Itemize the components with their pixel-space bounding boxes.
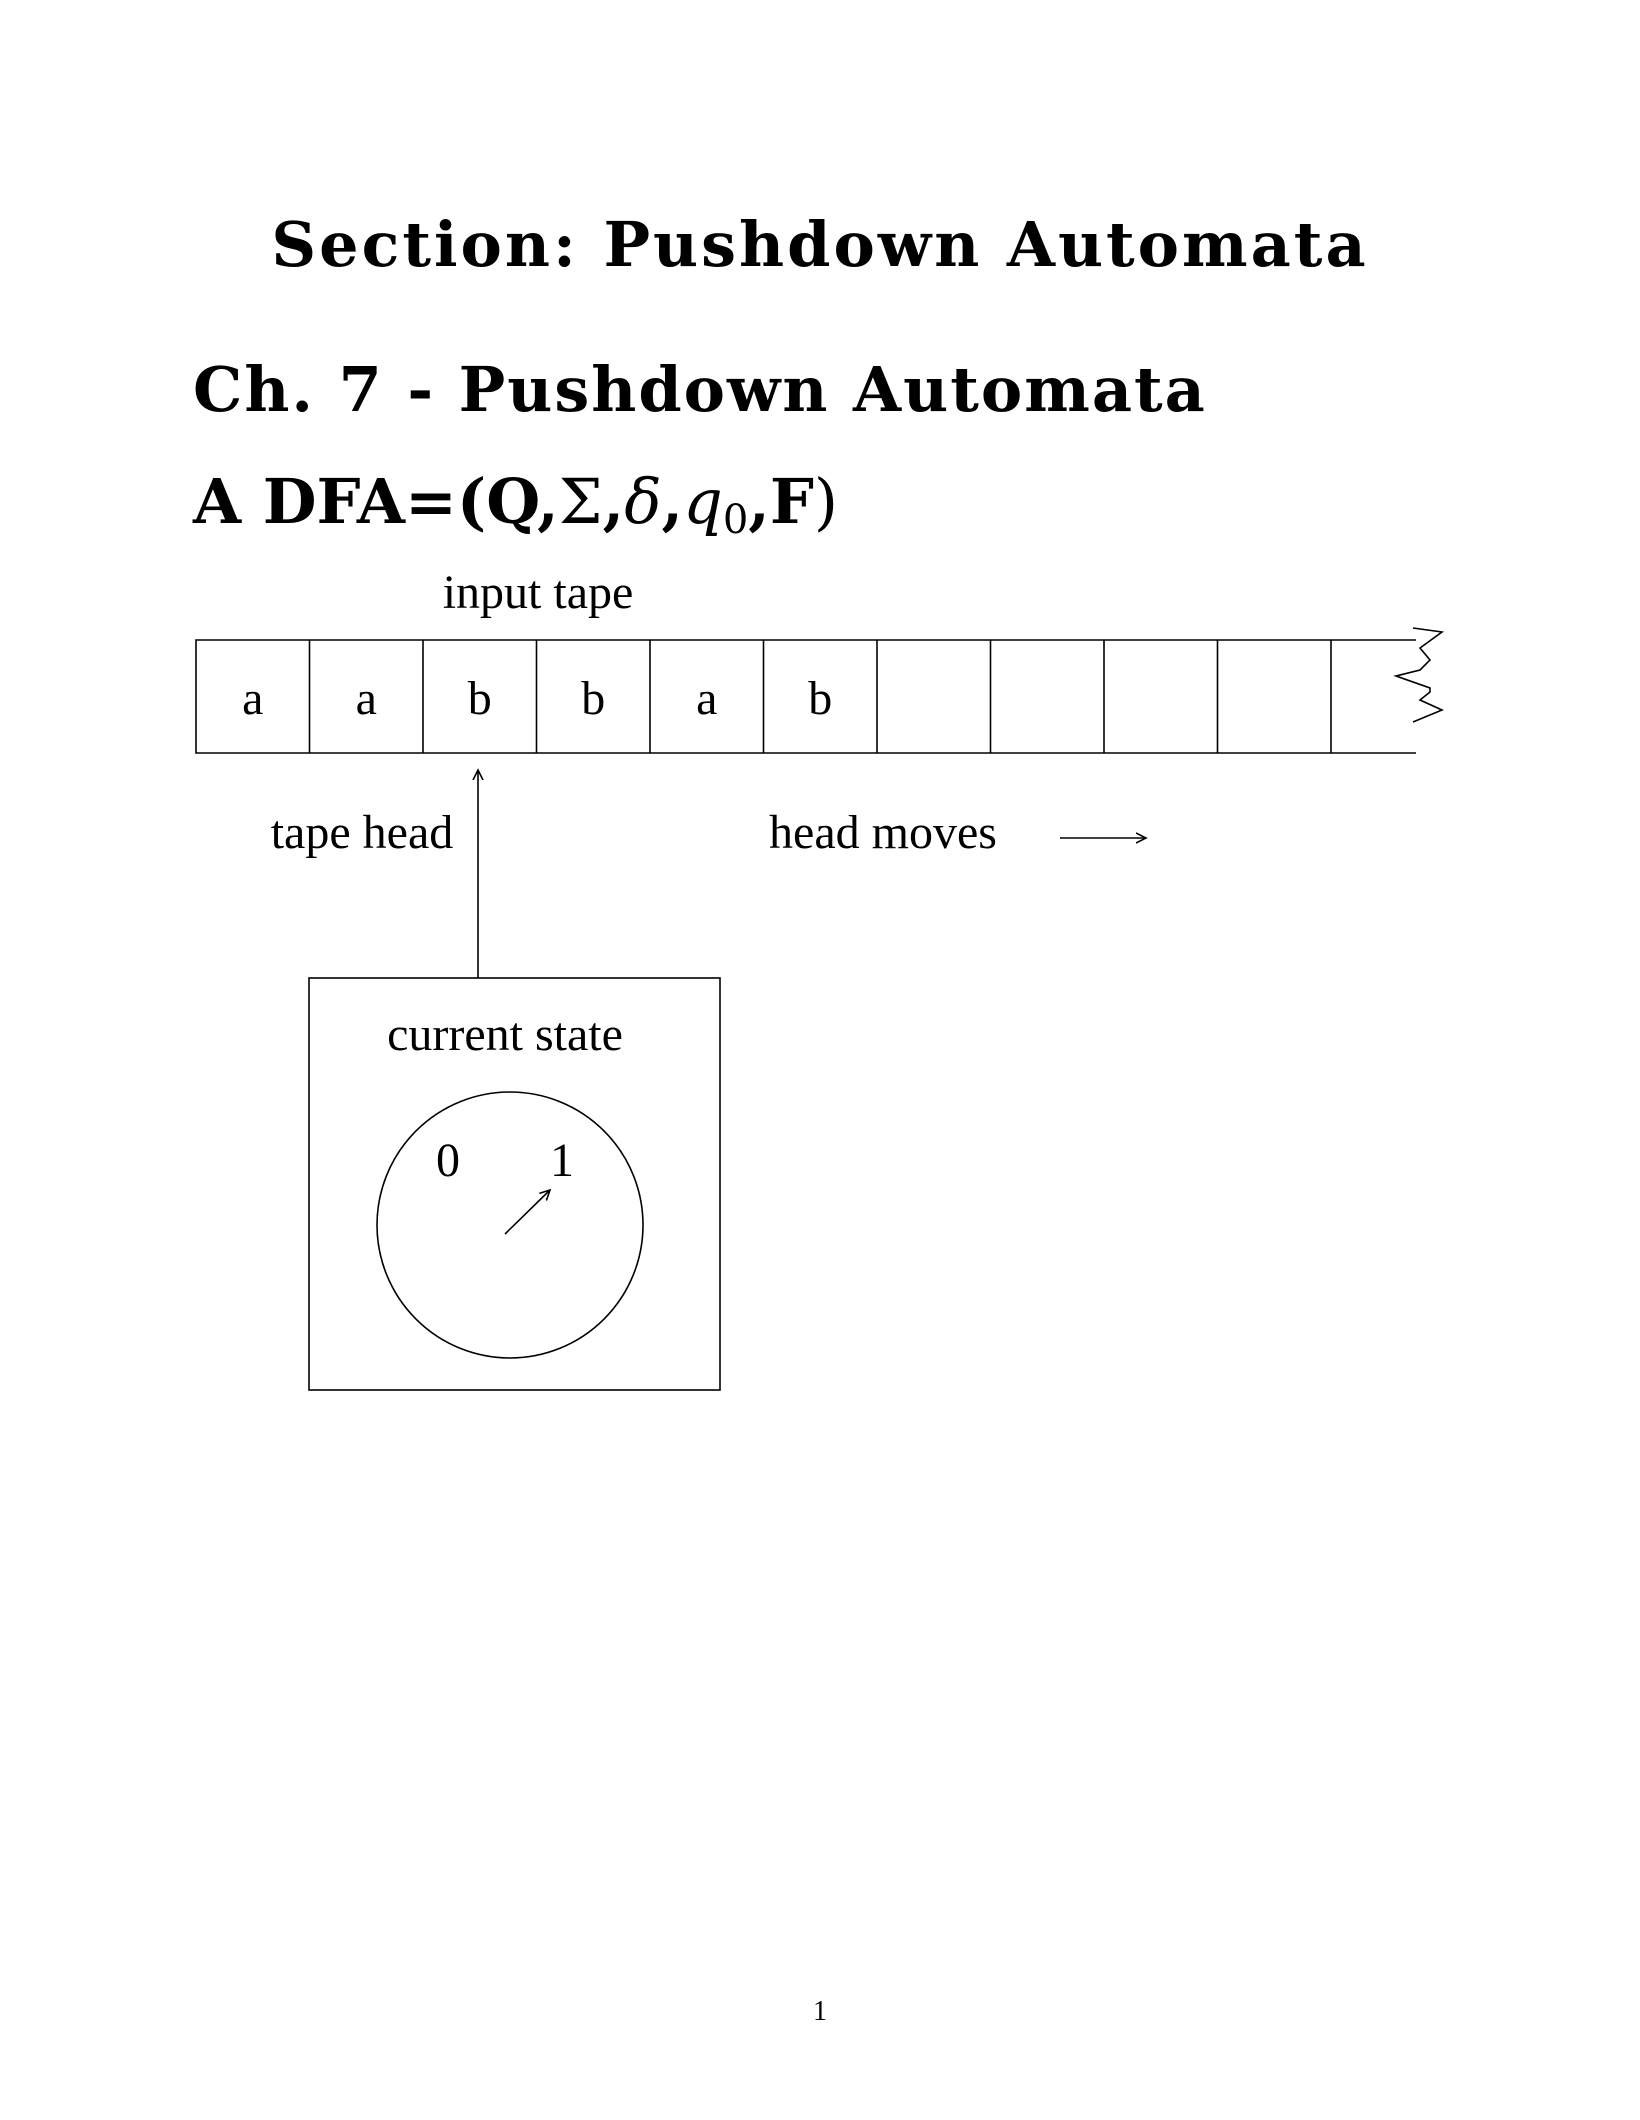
section-title: Section: Pushdown Automata [271, 208, 1369, 281]
tape-cell-symbol: a [696, 672, 718, 725]
dfa-comma: , [537, 465, 559, 538]
tape-cell-symbol: b [808, 672, 833, 725]
tape-cell-symbol: a [355, 672, 377, 725]
state-dial [377, 1092, 643, 1358]
input-tape-label: input tape [442, 566, 634, 619]
dfa-comma: , [661, 465, 684, 538]
dfa-comma: , [748, 465, 770, 538]
input-tape [196, 640, 1416, 753]
tape-cell-symbol: b [581, 672, 606, 725]
dfa-states-symbol: Q [486, 465, 538, 538]
tape-torn-edge [1396, 628, 1442, 722]
page-number: 1 [813, 1996, 827, 2027]
dfa-transition-symbol: δ [624, 465, 662, 538]
chapter-title: Ch. 7 - Pushdown Automata [193, 353, 1207, 426]
dial-label-one: 1 [550, 1134, 574, 1187]
tape-cell-symbol: b [467, 672, 492, 725]
tape-outline [196, 640, 1416, 753]
tape-head-label: tape head [270, 806, 454, 859]
dfa-start-state-symbol: q [683, 465, 723, 538]
dial-pointer-arrow [505, 1190, 550, 1234]
dfa-final-states-symbol: F [769, 465, 814, 538]
dfa-start-state-subscript: 0 [722, 497, 749, 543]
tape-cell-symbol: a [242, 672, 264, 725]
dfa-prefix: A DFA=( [193, 465, 487, 538]
current-state-label: current state [387, 1008, 623, 1061]
dial-label-zero: 0 [436, 1134, 460, 1187]
dfa-comma: , [602, 465, 625, 538]
dfa-close-paren: ) [813, 465, 839, 538]
dfa-alphabet-symbol: Σ [558, 465, 603, 538]
head-moves-label: head moves [769, 806, 997, 859]
